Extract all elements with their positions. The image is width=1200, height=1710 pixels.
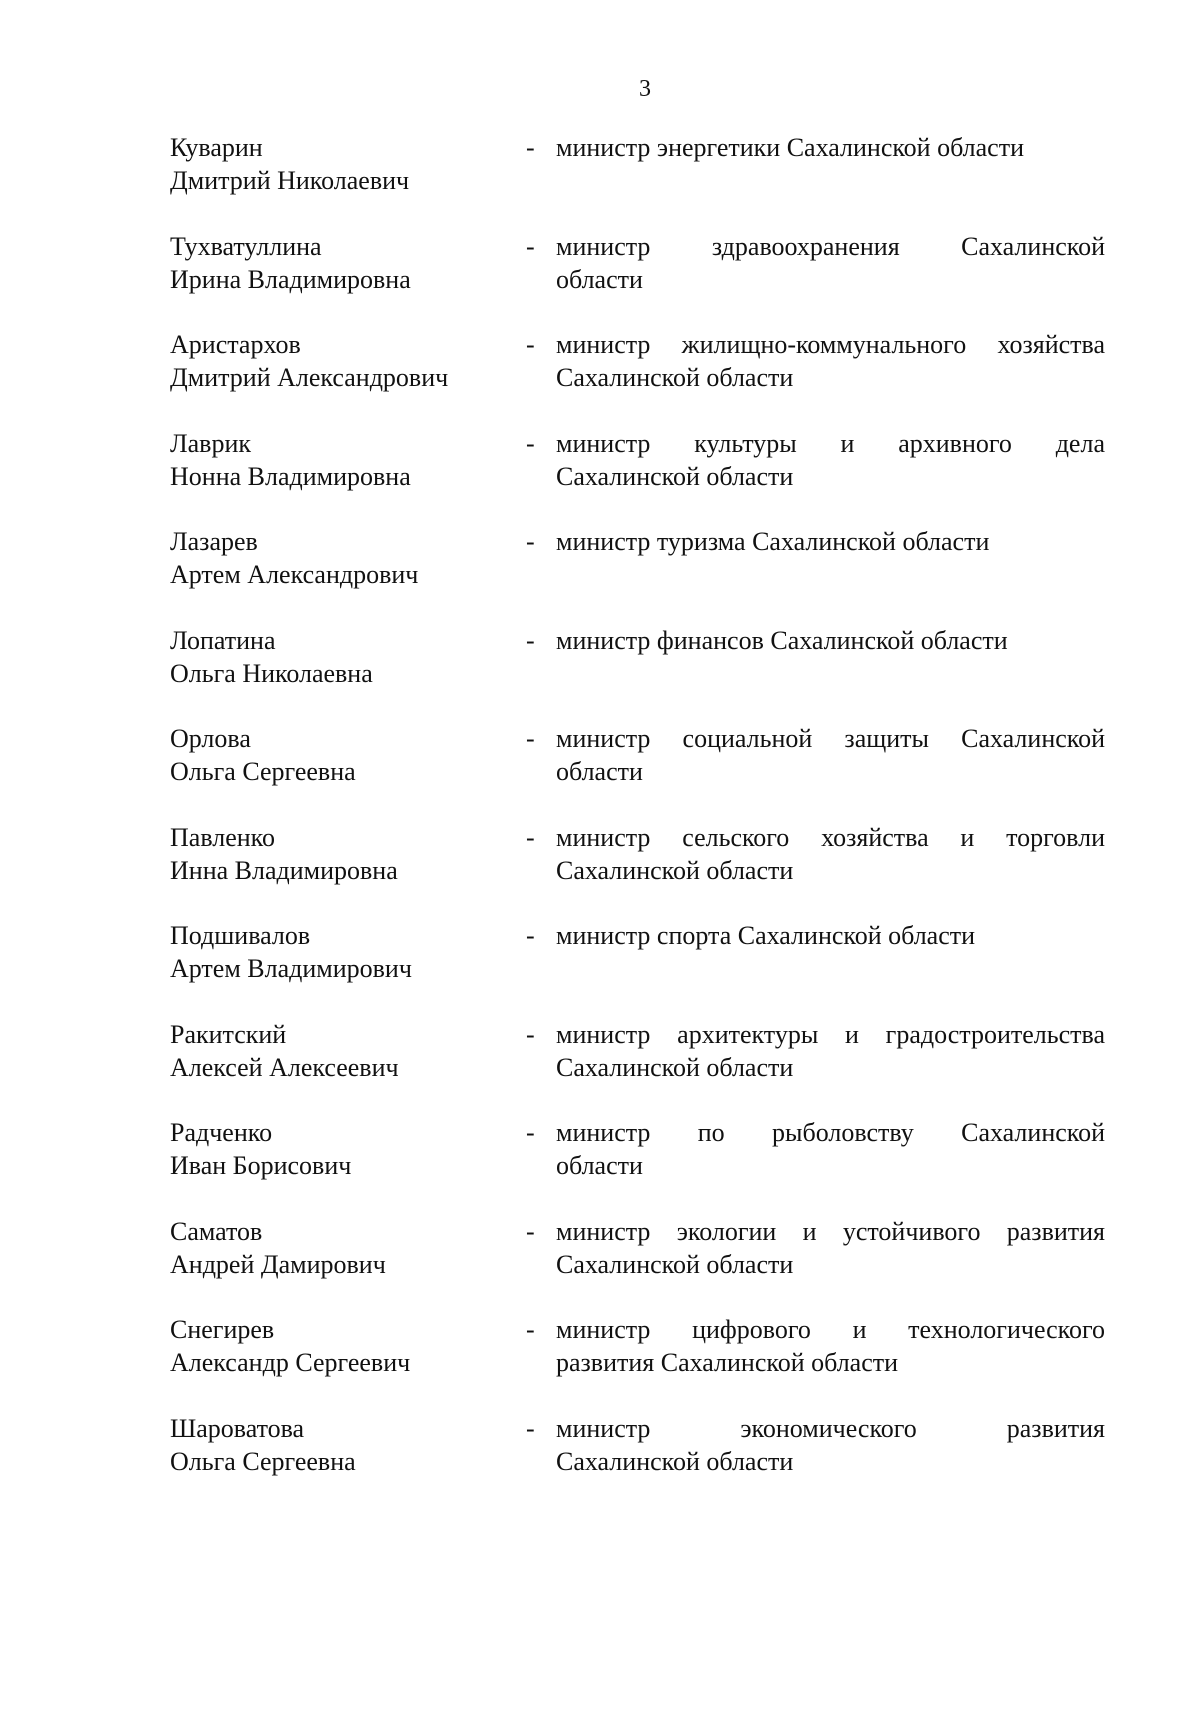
official-name: [170, 525, 510, 591]
official-position: [556, 525, 1105, 558]
official-entry: [170, 1313, 1105, 1412]
dash-separator: -: [526, 1216, 535, 1246]
dash-separator: -: [526, 724, 535, 753]
position-line: министр по рыболовству Сахалинской: [556, 1118, 1105, 1147]
official-given-names: Дмитрий Николаевич: [170, 166, 410, 195]
official-surname: Тухватуллина: [170, 231, 322, 261]
official-name: [170, 1018, 510, 1084]
official-surname: Аристархов: [170, 330, 301, 359]
official-name: [170, 722, 510, 788]
dash-separator: -: [526, 822, 535, 852]
dash-separator: -: [526, 921, 535, 950]
official-given-names: Андрей Дамирович: [170, 1249, 386, 1279]
position-line: министр архитектуры и градостроительства: [556, 1019, 1105, 1049]
official-position: [556, 230, 1105, 296]
official-given-names: Дмитрий Александрович: [170, 363, 449, 392]
official-given-names: Ольга Сергеевна: [170, 1446, 356, 1476]
official-entry: [170, 427, 1105, 526]
official-position: [556, 624, 1105, 657]
official-name: [170, 1412, 510, 1478]
official-given-names: Ольга Николаевна: [170, 658, 373, 688]
page-number: 3: [639, 76, 651, 102]
official-given-names: Артем Александрович: [170, 560, 419, 589]
position-line: Сахалинской области: [556, 461, 794, 491]
position-line: Сахалинской области: [556, 855, 794, 885]
official-name: [170, 328, 510, 394]
position-line: министр жилищно-коммунального хозяйства: [556, 330, 1105, 359]
official-name: [170, 230, 510, 296]
official-name: [170, 131, 510, 197]
official-name: [170, 821, 510, 887]
position-line: области: [556, 264, 643, 294]
official-surname: Подшивалов: [170, 921, 311, 950]
official-name: [170, 1215, 510, 1281]
official-surname: Шароватова: [170, 1413, 305, 1443]
dash-separator: -: [526, 527, 535, 556]
position-line: области: [556, 757, 643, 786]
official-surname: Ракитский: [170, 1019, 287, 1049]
official-given-names: Александр Сергеевич: [170, 1348, 411, 1377]
official-position: [556, 919, 1105, 952]
position-line: министр туризма Сахалинской области: [556, 527, 990, 556]
official-name: [170, 919, 510, 985]
official-name: [170, 624, 510, 690]
official-given-names: Артем Владимирович: [170, 954, 412, 983]
official-position: [556, 821, 1105, 887]
official-surname: Лазарев: [170, 527, 258, 556]
official-entry: [170, 821, 1105, 920]
official-position: [556, 328, 1105, 394]
official-given-names: Иван Борисович: [170, 1151, 352, 1180]
official-position: [556, 1313, 1105, 1379]
official-entry: [170, 131, 1105, 230]
official-position: [556, 427, 1105, 493]
dash-separator: -: [526, 1315, 535, 1344]
official-entry: [170, 1215, 1105, 1314]
official-position: [556, 1412, 1105, 1478]
officials-list: [170, 131, 1105, 1510]
official-entry: [170, 1116, 1105, 1215]
dash-separator: -: [526, 1019, 535, 1049]
position-line: министр культуры и архивного дела: [556, 428, 1105, 458]
official-entry: [170, 230, 1105, 329]
dash-separator: -: [526, 231, 535, 261]
position-line: министр здравоохранения Сахалинской: [556, 231, 1105, 261]
official-entry: [170, 328, 1105, 427]
position-line: Сахалинской области: [556, 363, 794, 392]
official-surname: Снегирев: [170, 1315, 275, 1344]
official-position: [556, 131, 1105, 164]
official-surname: Лопатина: [170, 625, 276, 655]
official-given-names: Инна Владимировна: [170, 855, 398, 885]
position-line: министр экологии и устойчивого развития: [556, 1216, 1105, 1246]
official-entry: [170, 722, 1105, 821]
position-line: министр цифрового и технологического: [556, 1315, 1105, 1344]
official-given-names: Ирина Владимировна: [170, 264, 411, 294]
official-entry: [170, 1412, 1105, 1511]
official-surname: Куварин: [170, 133, 263, 162]
official-given-names: Алексей Алексеевич: [170, 1052, 399, 1082]
official-name: [170, 1116, 510, 1182]
dash-separator: -: [526, 625, 535, 655]
position-line: министр спорта Сахалинской области: [556, 921, 976, 950]
official-surname: Радченко: [170, 1118, 273, 1147]
official-given-names: Нонна Владимировна: [170, 461, 411, 491]
official-surname: Лаврик: [170, 428, 251, 458]
official-name: [170, 427, 510, 493]
official-surname: Саматов: [170, 1216, 263, 1246]
official-entry: [170, 624, 1105, 723]
official-position: [556, 1116, 1105, 1182]
dash-separator: -: [526, 330, 535, 359]
official-position: [556, 722, 1105, 788]
official-position: [556, 1018, 1105, 1084]
official-surname: Орлова: [170, 724, 251, 753]
dash-separator: -: [526, 1413, 535, 1443]
position-line: Сахалинской области: [556, 1052, 794, 1082]
official-entry: [170, 1018, 1105, 1117]
official-position: [556, 1215, 1105, 1281]
official-given-names: Ольга Сергеевна: [170, 757, 356, 786]
position-line: министр энергетики Сахалинской области: [556, 133, 1024, 162]
dash-separator: -: [526, 428, 535, 458]
position-line: министр финансов Сахалинской области: [556, 625, 1008, 655]
position-line: развития Сахалинской области: [556, 1348, 899, 1377]
official-name: [170, 1313, 510, 1379]
position-line: министр сельского хозяйства и торговли: [556, 822, 1105, 852]
official-entry: [170, 525, 1105, 624]
position-line: области: [556, 1151, 643, 1180]
official-surname: Павленко: [170, 822, 275, 852]
position-line: министр экономического развития: [556, 1413, 1105, 1443]
position-line: Сахалинской области: [556, 1249, 794, 1279]
official-entry: [170, 919, 1105, 1018]
dash-separator: -: [526, 133, 535, 162]
position-line: министр социальной защиты Сахалинской: [556, 724, 1105, 753]
dash-separator: -: [526, 1118, 535, 1147]
position-line: Сахалинской области: [556, 1446, 794, 1476]
